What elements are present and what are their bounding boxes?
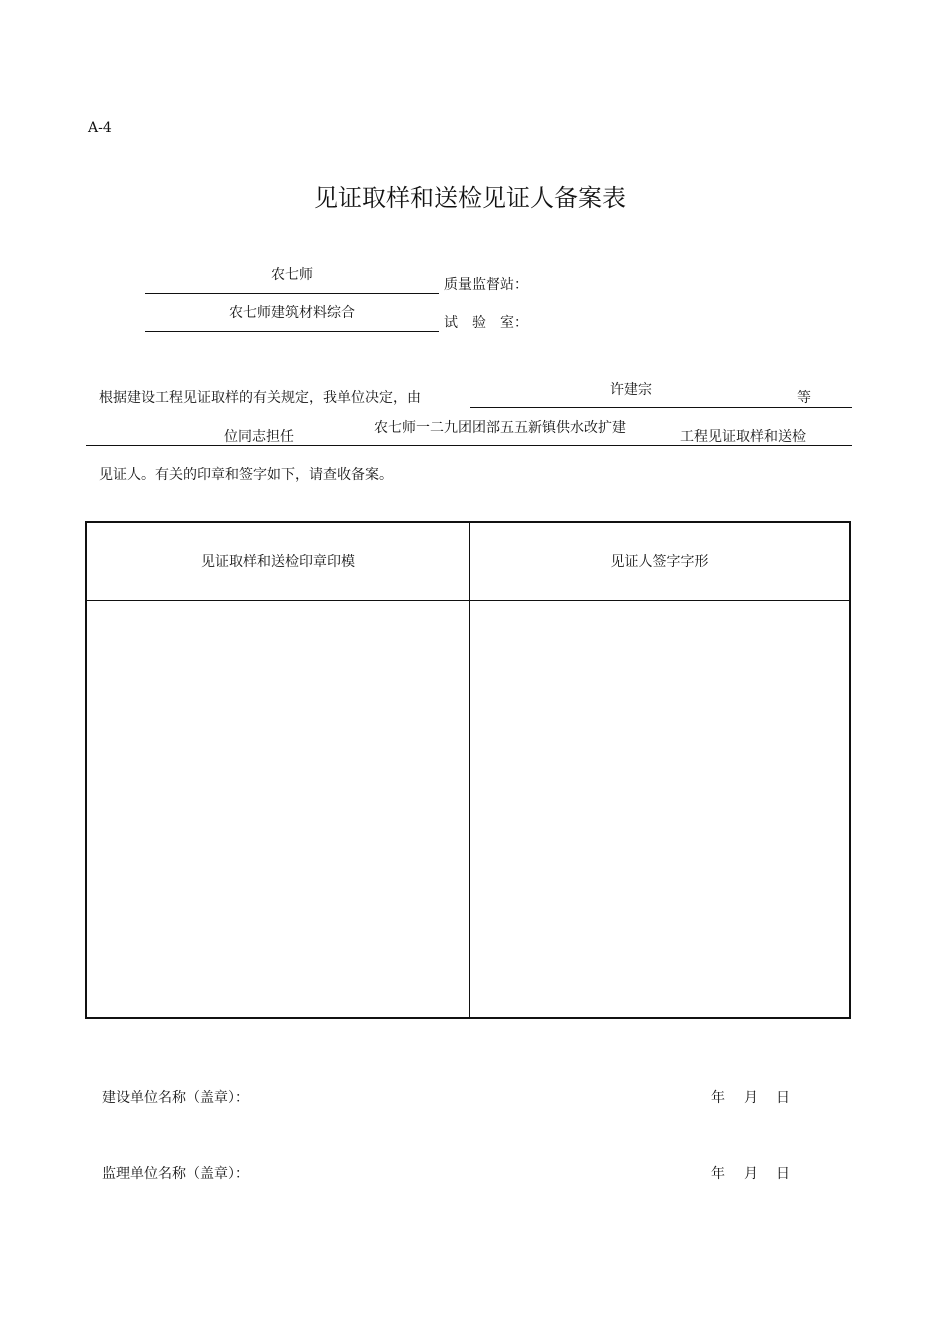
project-name-underline: [86, 445, 852, 446]
witness-name-underline: [470, 407, 852, 408]
seal-impression-header: 见证取样和送检印章印模: [201, 553, 355, 570]
laboratory-underline: [145, 331, 439, 332]
laboratory-value[interactable]: 农七师建筑材料综合: [229, 305, 355, 321]
supervision-station-underline: [145, 293, 439, 294]
construction-date-month: 月: [744, 1090, 758, 1106]
statement-line2-prefix: 位同志担任: [224, 429, 294, 445]
statement-line2-suffix: 工程见证取样和送检: [680, 429, 806, 445]
document-title: 见证取样和送检见证人备案表: [314, 184, 626, 212]
construction-unit-label: 建设单位名称（盖章）：: [102, 1090, 249, 1106]
seal-impression-area[interactable]: [87, 601, 469, 1017]
construction-date-day: 日: [776, 1090, 790, 1106]
form-code: A-4: [88, 120, 112, 136]
witness-name-field[interactable]: 许建宗: [610, 382, 652, 398]
supervision-date-year: 年: [711, 1166, 725, 1182]
project-name-field[interactable]: 农七师一二九团团部五五新镇供水改扩建: [374, 420, 626, 436]
construction-date-year: 年: [711, 1090, 725, 1106]
supervision-date-month: 月: [744, 1166, 758, 1182]
supervision-station-value[interactable]: 农七师: [271, 267, 313, 283]
witness-signature-header: 见证人签字字形: [610, 553, 709, 570]
laboratory-label: 试 验 室：: [444, 315, 528, 331]
supervision-unit-label: 监理单位名称（盖章）：: [102, 1166, 249, 1182]
statement-line3: 见证人。有关的印章和签字如下，请查收备案。: [99, 467, 393, 483]
witness-signature-area[interactable]: [470, 601, 849, 1017]
statement-line1-suffix: 等: [797, 390, 811, 406]
statement-line1-prefix: 根据建设工程见证取样的有关规定，我单位决定，由: [99, 390, 421, 406]
supervision-station-label: 质量监督站：: [444, 277, 528, 293]
supervision-date-day: 日: [776, 1166, 790, 1182]
witness-table: [85, 521, 851, 1019]
